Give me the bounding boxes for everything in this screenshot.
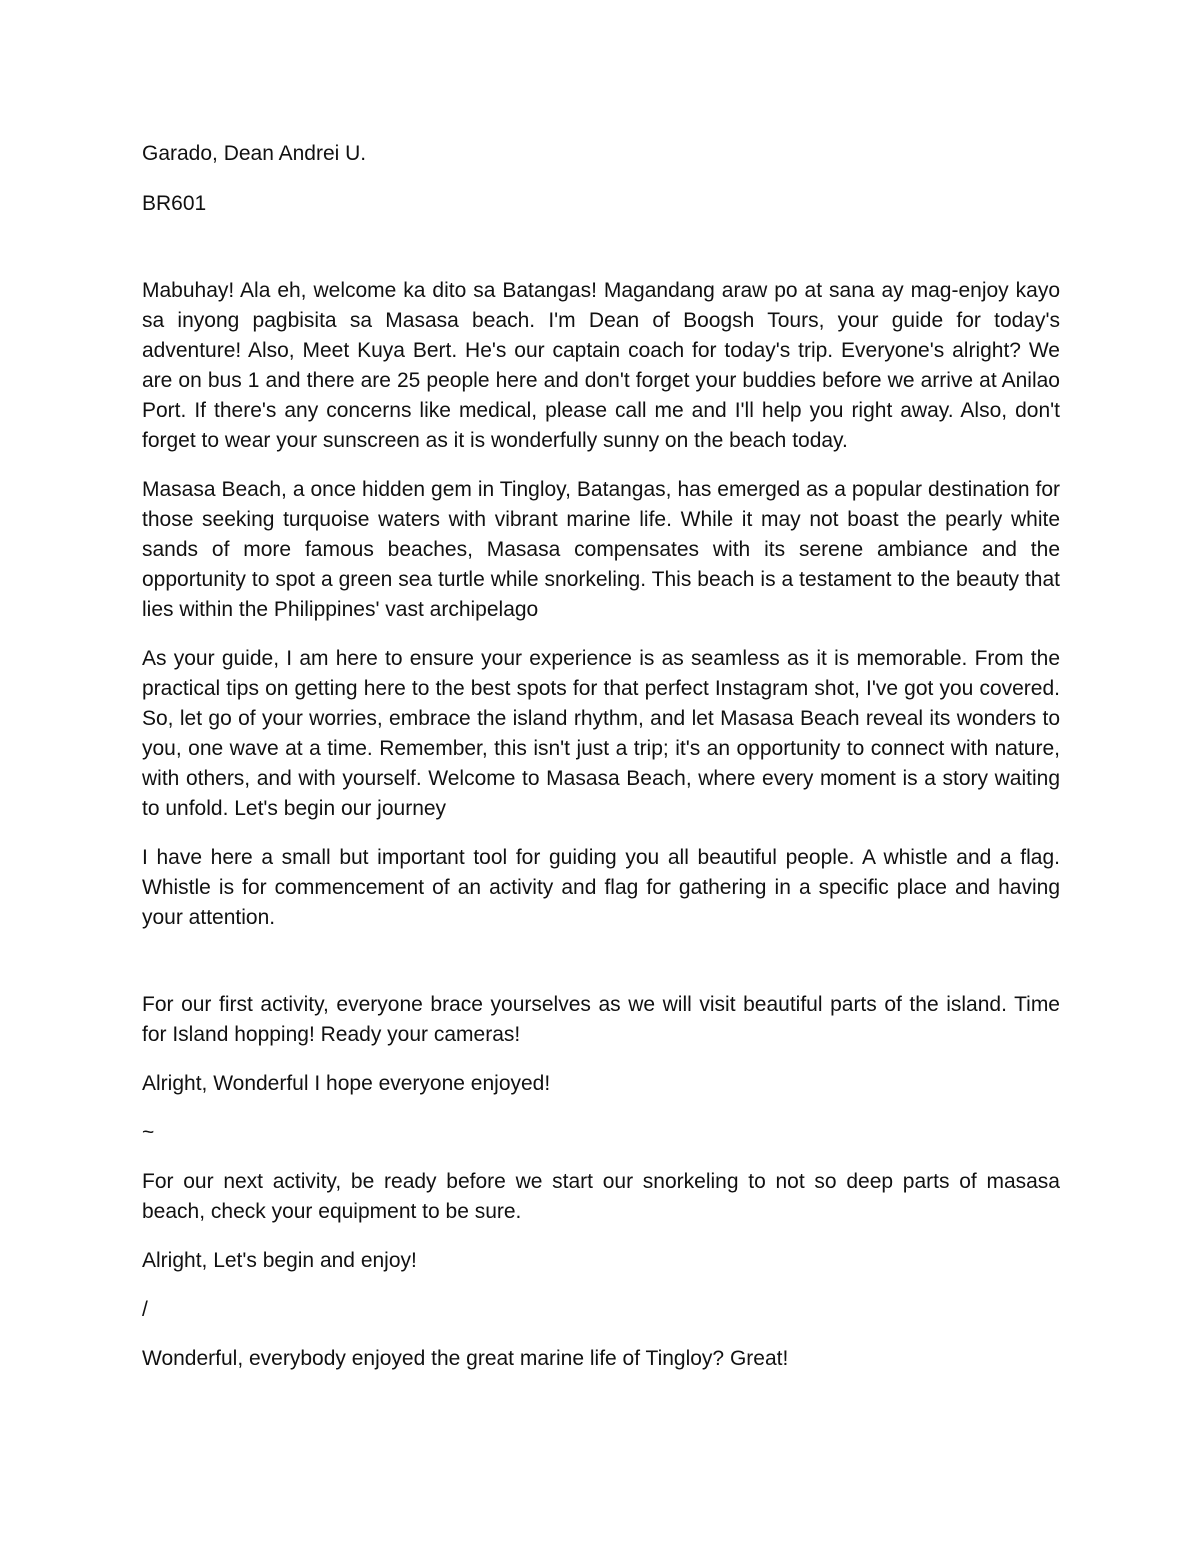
section-code: BR601 bbox=[142, 192, 207, 215]
separator-tilde: ~ bbox=[142, 1121, 155, 1144]
paragraph-begin: Alright, Let's begin and enjoy! bbox=[142, 1249, 417, 1272]
paragraph-masasa-intro: Masasa Beach, a once hidden gem in Tingloy, Batangas, has emerged as a popular destination for those seeking turquoise waters with vibrant marine life. While it may not boast the pearly white sands of more famous beaches, Masasa compensates with its serene ambiance and the opportunity to spot a green sea turtle while snorkeling. This beach is a testament to the beauty that lies within the Philippines' vast archipelago bbox=[142, 478, 1060, 621]
paragraph-welcome: Mabuhay! Ala eh, welcome ka dito sa Batangas! Magandang araw po at sana ay mag-enjoy kayo sa inyong pagbisita sa Masasa beach. I'm Dean of Boogsh Tours, your guide for today's adventure! Also, Meet Kuya Bert. He's our captain coach for today's trip. Everyone's alright? We are on bus 1 and there are 25 people here and don't forget your buddies before we arrive at Anilao Port. If there's any concerns like medical, please call me and I'll help you right away. Also, don't forget to wear your sunscreen as it is wonderfully sunny on the beach today. bbox=[142, 279, 1060, 452]
paragraph-next-activity: For our next activity, be ready before we start our snorkeling to not so deep parts of masasa beach, check your equipment to be sure. bbox=[142, 1170, 1060, 1223]
separator-slash: / bbox=[142, 1298, 148, 1321]
author-name: Garado, Dean Andrei U. bbox=[142, 142, 367, 165]
document-body bbox=[142, 139, 1060, 1374]
paragraph-whistle-flag: I have here a small but important tool for guiding you all beautiful people. A whistle and a flag. Whistle is for commencement of an activity and flag for gathering in a specific place and having your attention. bbox=[142, 846, 1060, 929]
paragraph-enjoyed: Alright, Wonderful I hope everyone enjoyed! bbox=[142, 1072, 551, 1095]
paragraph-guide-role: As your guide, I am here to ensure your experience is as seamless as it is memorable. From the practical tips on getting here to the best spots for that perfect Instagram shot, I've got you covered. So, let go of your worries, embrace the island rhythm, and let Masasa Beach reveal its wonders to you, one wave at a time. Remember, this isn't just a trip; it's an opportunity to connect with nature, with others, and with yourself. Welcome to Masasa Beach, where every moment is a story waiting to unfold. Let's begin our journey bbox=[142, 647, 1060, 820]
paragraph-closing: Wonderful, everybody enjoyed the great marine life of Tingloy? Great! bbox=[142, 1347, 789, 1370]
paragraph-first-activity: For our first activity, everyone brace yourselves as we will visit beautiful parts of the island. Time for Island hopping! Ready your cameras! bbox=[142, 993, 1060, 1046]
